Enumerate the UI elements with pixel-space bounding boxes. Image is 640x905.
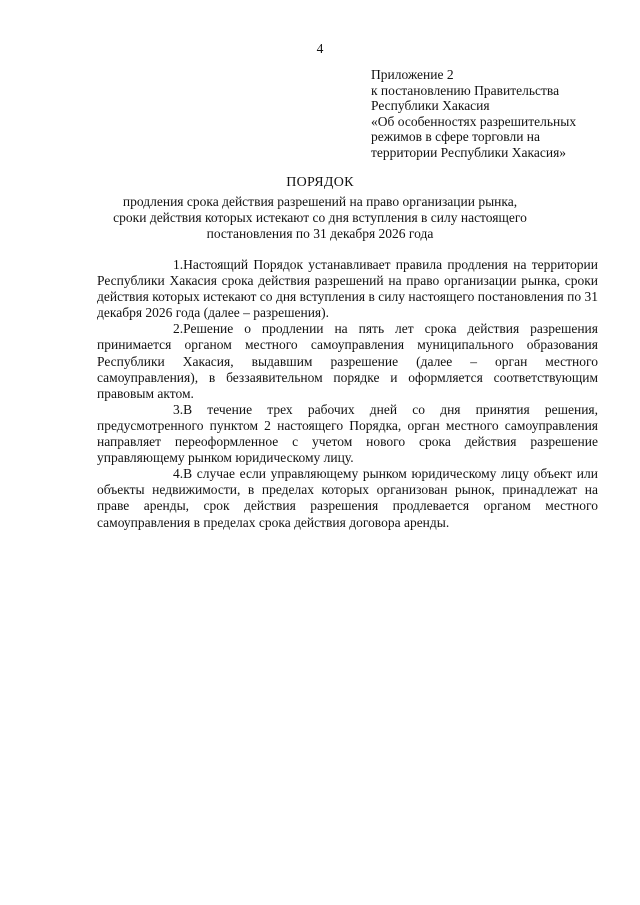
paragraph-4 — [97, 466, 598, 530]
subtitle-line: постановления по 31 декабря 2026 года — [206, 226, 434, 241]
appendix-line: к постановлению Правительства — [371, 82, 560, 98]
paragraph-text: В течение трех рабочих дней со дня принятия решения, предусмотренного пунктом 2 настоящего Порядка, орган местного самоуправления направляет переоформленное с учетом нового срока действия разрешение управляющему рынком юридическому лицу. — [97, 401, 598, 466]
subtitle-line: сроки действия которых истекают со дня вступления в силу настоящего — [113, 210, 527, 225]
document-body — [97, 257, 598, 531]
page-number: 4 — [316, 41, 324, 56]
document-subtitle — [0, 194, 640, 242]
appendix-line: «Об особенностях разрешительных — [371, 113, 577, 129]
paragraph-1 — [97, 257, 598, 321]
paragraph-3 — [97, 402, 598, 466]
appendix-block — [371, 67, 621, 161]
paragraph-number: 2. — [173, 321, 184, 337]
appendix-line: территории Республики Хакасия» — [371, 144, 567, 160]
appendix-line: режимов в сфере торговли на — [371, 129, 541, 145]
paragraph-text: Решение о продлении на пять лет срока действия разрешения принимается органом местного самоуправления муниципального образования Республики Хакасия, выдавшим разрешение (далее – орган местного самоуправления), в беззаявительном порядке и оформляется соответствующим правовым актом. — [97, 321, 598, 401]
paragraph-number: 1. — [173, 257, 184, 272]
paragraph-number: 4. — [173, 466, 184, 482]
subtitle-line: продления срока действия разрешений на право организации рынка, — [122, 194, 518, 209]
appendix-line: Приложение 2 — [371, 67, 454, 82]
paragraph-2 — [97, 321, 598, 401]
paragraph-text: Настоящий Порядок устанавливает правила продления на территории Республики Хакасия срока действия разрешений на право организации рынка, сроки действия которых истекают со дня вступления в силу настоящего постановления по 31 декабря 2026 года (далее – разрешения). — [97, 257, 598, 321]
paragraph-text: В случае если управляющему рынком юридическому лицу объект или объекты недвижимости, в пределах которых организован рынок, принадлежат на праве аренды, срок действия разрешения продлевается органом местного самоуправления в пределах срока действия договора аренды. — [97, 466, 598, 530]
document-title: ПОРЯДОК — [286, 175, 354, 190]
appendix-line: Республики Хакасия — [371, 98, 490, 114]
paragraph-number: 3. — [173, 401, 184, 417]
